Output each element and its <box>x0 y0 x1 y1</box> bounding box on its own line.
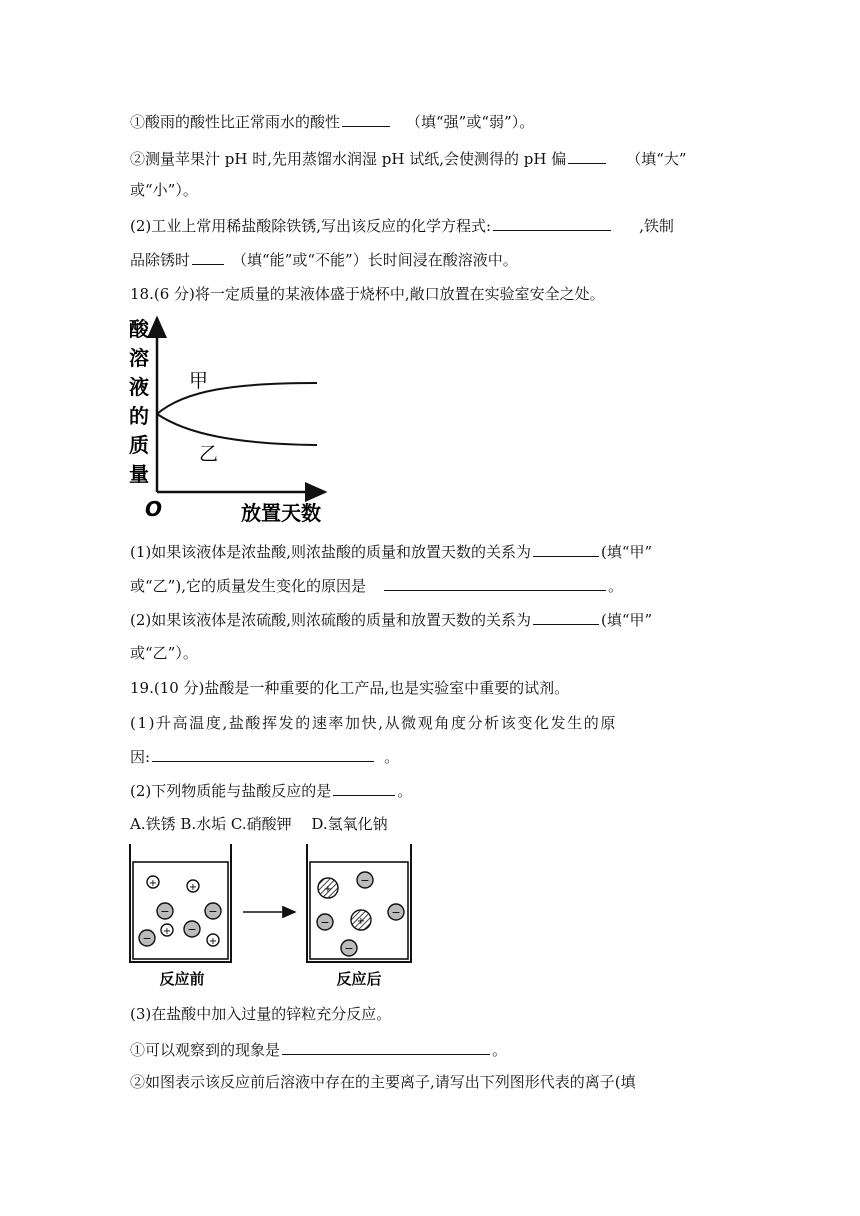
q17-line-4: (2)工业上常用稀盐酸除铁锈,写出该反应的化学方程式: ,铁制 <box>130 217 674 235</box>
svg-text:−: − <box>344 942 354 955</box>
answer-blank[interactable] <box>568 148 606 164</box>
svg-text:−: − <box>391 906 401 919</box>
curve-yi <box>157 414 317 445</box>
cation-icon <box>187 880 199 893</box>
reaction-beakers-diagram <box>125 840 425 990</box>
answer-blank[interactable] <box>533 541 599 557</box>
anion-icon <box>139 930 155 946</box>
label-before: 反应前 <box>159 970 205 988</box>
anion-icon <box>205 903 221 919</box>
svg-text:+: + <box>148 878 158 889</box>
anion-icon <box>317 914 333 930</box>
svg-text:−: − <box>187 923 197 936</box>
svg-text:−: − <box>142 932 152 945</box>
anion-icon <box>157 903 173 919</box>
anion-icon <box>341 940 357 956</box>
q17-line-3: 或“小”）。 <box>130 181 198 199</box>
zinc-ion-icon <box>318 878 338 898</box>
answer-blank[interactable] <box>533 609 599 625</box>
beaker-after <box>307 844 411 962</box>
q19-part1-line1: (1)升高温度,盐酸挥发的速率加快,从微观角度分析该变化发生的原 <box>130 714 617 732</box>
origin-label: O <box>145 497 163 521</box>
ylabel-char: 量 <box>129 462 149 486</box>
label-after: 反应后 <box>336 970 382 988</box>
q19-part2: (2)下列物质能与盐酸反应的是 。 <box>130 782 413 800</box>
svg-text:−: − <box>320 916 330 929</box>
q18-part1-line2: 或“乙”),它的质量发生变化的原因是 。 <box>130 577 623 595</box>
ylabel-char: 液 <box>129 375 149 399</box>
anion-icon <box>357 872 373 888</box>
answer-blank[interactable] <box>192 249 224 265</box>
mass-vs-days-graph <box>125 310 345 525</box>
anion-icon <box>184 921 200 937</box>
q18-part2-line2: 或“乙”）。 <box>130 644 198 662</box>
anion-icon <box>388 904 404 920</box>
q19-part3: (3)在盐酸中加入过量的锌粒充分反应。 <box>130 1005 392 1023</box>
zinc-ion-icon <box>351 910 371 930</box>
ylabel-char: 质 <box>129 433 149 457</box>
label-yi: 乙 <box>199 443 219 465</box>
q19-heading: 19.(10 分)盐酸是一种重要的化工产品,也是实验室中重要的试剂。 <box>130 679 570 697</box>
cation-icon <box>207 934 219 947</box>
curve-jia <box>157 383 317 414</box>
svg-text:−: − <box>360 874 370 887</box>
answer-blank[interactable] <box>493 215 611 231</box>
q19-part3-1: ①可以观察到的现象是 。 <box>130 1041 508 1059</box>
svg-text:−: − <box>160 905 170 918</box>
q18-part2-line1: (2)如果该液体是浓硫酸,则浓硫酸的质量和放置天数的关系为 (填“甲” <box>130 611 653 629</box>
q17-line-2: ②测量苹果汁 pH 时,先用蒸馏水润湿 pH 试纸,会使测得的 pH 偏 （填“大” <box>130 150 687 168</box>
cation-icon <box>161 924 173 937</box>
q18-heading: 18.(6 分)将一定质量的某液体盛于烧杯中,敞口放置在实验室安全之处。 <box>130 285 605 303</box>
svg-text:+: + <box>188 882 198 893</box>
answer-blank[interactable] <box>342 111 390 127</box>
q17-line-5: 品除锈时 （填“能”或“不能”）长时间浸在酸溶液中。 <box>130 251 518 269</box>
svg-text:−: − <box>208 905 218 918</box>
ylabel-char: 溶 <box>129 346 149 370</box>
label-jia: 甲 <box>189 370 209 392</box>
q19-options: A.铁锈 B.水垢 C.硝酸钾 D.氢氧化钠 <box>130 815 388 833</box>
answer-blank[interactable] <box>152 746 374 762</box>
q18-part1-line1: (1)如果该液体是浓盐酸,则浓盐酸的质量和放置天数的关系为 (填“甲” <box>130 543 653 561</box>
q19-part3-2: ②如图表示该反应前后溶液中存在的主要离子,请写出下列图形代表的离子(填 <box>130 1073 636 1091</box>
q17-line-1: ①酸雨的酸性比正常雨水的酸性 （填“强”或“弱”）。 <box>130 113 535 131</box>
answer-blank[interactable] <box>282 1039 490 1055</box>
svg-text:+: + <box>356 916 366 927</box>
svg-text:+: + <box>323 884 333 895</box>
ylabel-char: 的 <box>129 404 149 428</box>
xlabel: 放置天数 <box>241 501 321 525</box>
q19-part1-line2: 因: 。 <box>130 748 400 766</box>
answer-blank[interactable] <box>333 780 395 796</box>
cation-icon <box>147 876 159 889</box>
answer-blank[interactable] <box>384 575 606 591</box>
svg-text:+: + <box>162 926 172 937</box>
ylabel-char: 酸 <box>129 317 149 341</box>
svg-text:+: + <box>208 936 218 947</box>
